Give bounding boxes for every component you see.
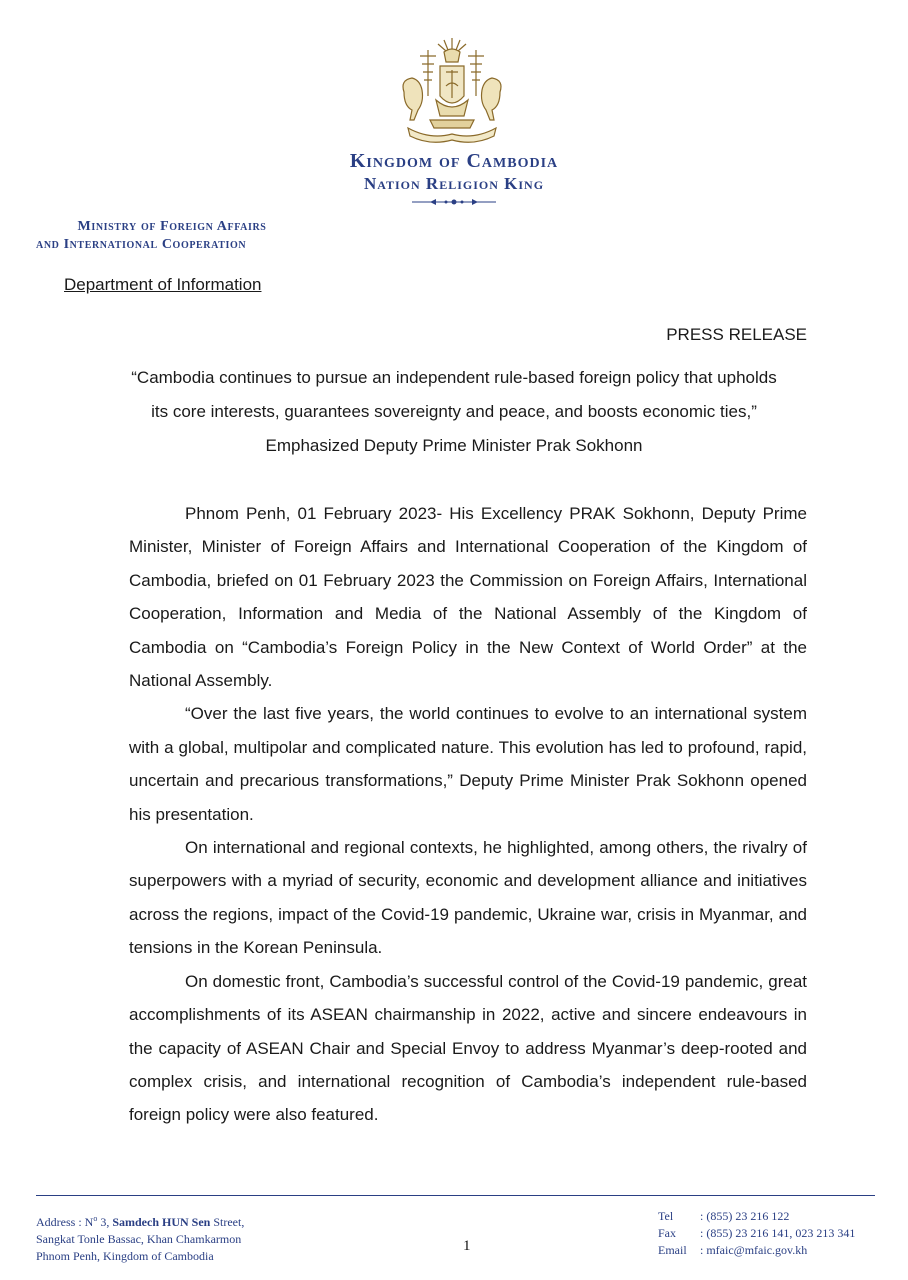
tel-label: Tel — [658, 1209, 674, 1223]
paragraph-3: On international and regional contexts, he highlighted, among others, the rivalry of superpowers with a myriad of security, economic and development alliance and initiatives across the regions, impact of the Covid-19 pandemic, Ukraine war, crisis in Myanmar, and tensions in the Korean Peninsula. — [129, 838, 807, 958]
royal-arms-emblem — [390, 36, 514, 148]
footer-divider — [36, 1195, 875, 1196]
address-number: 3, — [97, 1215, 113, 1229]
paragraph-4: On domestic front, Cambodia’s successful control of the Covid-19 pandemic, great accomplishments of its ASEAN chairmanship in 2022, active and sincere endeavours in the capacity of ASEAN Chair and Special Envoy to address Myanmar’s deep-rooted and complex crisis, and international recognition of Cambodia’s independent rule-based foreign policy were also featured. — [129, 971, 807, 1125]
address-street: Samdech HUN Sen — [112, 1215, 211, 1229]
ministry-name — [36, 218, 336, 254]
kingdom-title: Kingdom of Cambodia — [349, 150, 559, 172]
headline-line-2: its core interests, guarantees sovereignty and peace, and boosts economic ties,” — [151, 402, 757, 421]
press-release-label: PRESS RELEASE — [666, 325, 807, 344]
page-number: 1 — [463, 1238, 471, 1254]
address-line-3: Phnom Penh, Kingdom of Cambodia — [36, 1249, 214, 1263]
department-label: Department of Information — [64, 275, 262, 294]
fax-label: Fax — [658, 1226, 676, 1240]
headline — [100, 361, 808, 463]
address-prefix: Address : N — [36, 1215, 94, 1229]
email-value[interactable]: : mfaic@mfaic.gov.kh — [700, 1243, 808, 1257]
body-text — [129, 497, 807, 1132]
headline-line-3: Emphasized Deputy Prime Minister Prak Sokhonn — [265, 436, 643, 455]
address-line-2: Sangkat Tonle Bassac, Khan Chamkarmon — [36, 1232, 242, 1246]
ministry-line-1: Ministry of Foreign Affairs — [77, 219, 267, 234]
email-label: Email — [658, 1243, 687, 1257]
ministry-line-2: and International Cooperation — [36, 237, 247, 252]
footer-address — [36, 1210, 244, 1265]
fax-value: : (855) 23 216 141, 023 213 341 — [700, 1226, 856, 1240]
paragraph-2: “Over the last five years, the world continues to evolve to an international system with a global, multipolar and complicated nature. This evolution has led to profound, rapid, uncertain and precarious transformations,” Deputy Prime Minister Prak Sokhonn opened his presentation. — [129, 704, 807, 824]
paragraph-1: Phnom Penh, 01 February 2023- His Excellency PRAK Sokhonn, Deputy Prime Minister, Minister of Foreign Affairs and International Cooperation of the Kingdom of Cambodia, briefed on 01 February 2023 the Commission on Foreign Affairs, International Cooperation, Information and Media of the National Assembly of the Kingdom of Cambodia on “Cambodia’s Foreign Policy in the New Context of World Order” at the National Assembly. — [129, 504, 807, 691]
ornament-divider-icon — [412, 197, 496, 207]
address-sup: o — [93, 1214, 98, 1223]
address-street-rest: Street, — [210, 1215, 245, 1229]
tel-value: : (855) 23 216 122 — [700, 1209, 790, 1223]
national-motto: Nation Religion King — [363, 174, 545, 193]
footer-contact — [658, 1208, 855, 1259]
headline-line-1: “Cambodia continues to pursue an independent rule-based foreign policy that upholds — [131, 368, 777, 387]
